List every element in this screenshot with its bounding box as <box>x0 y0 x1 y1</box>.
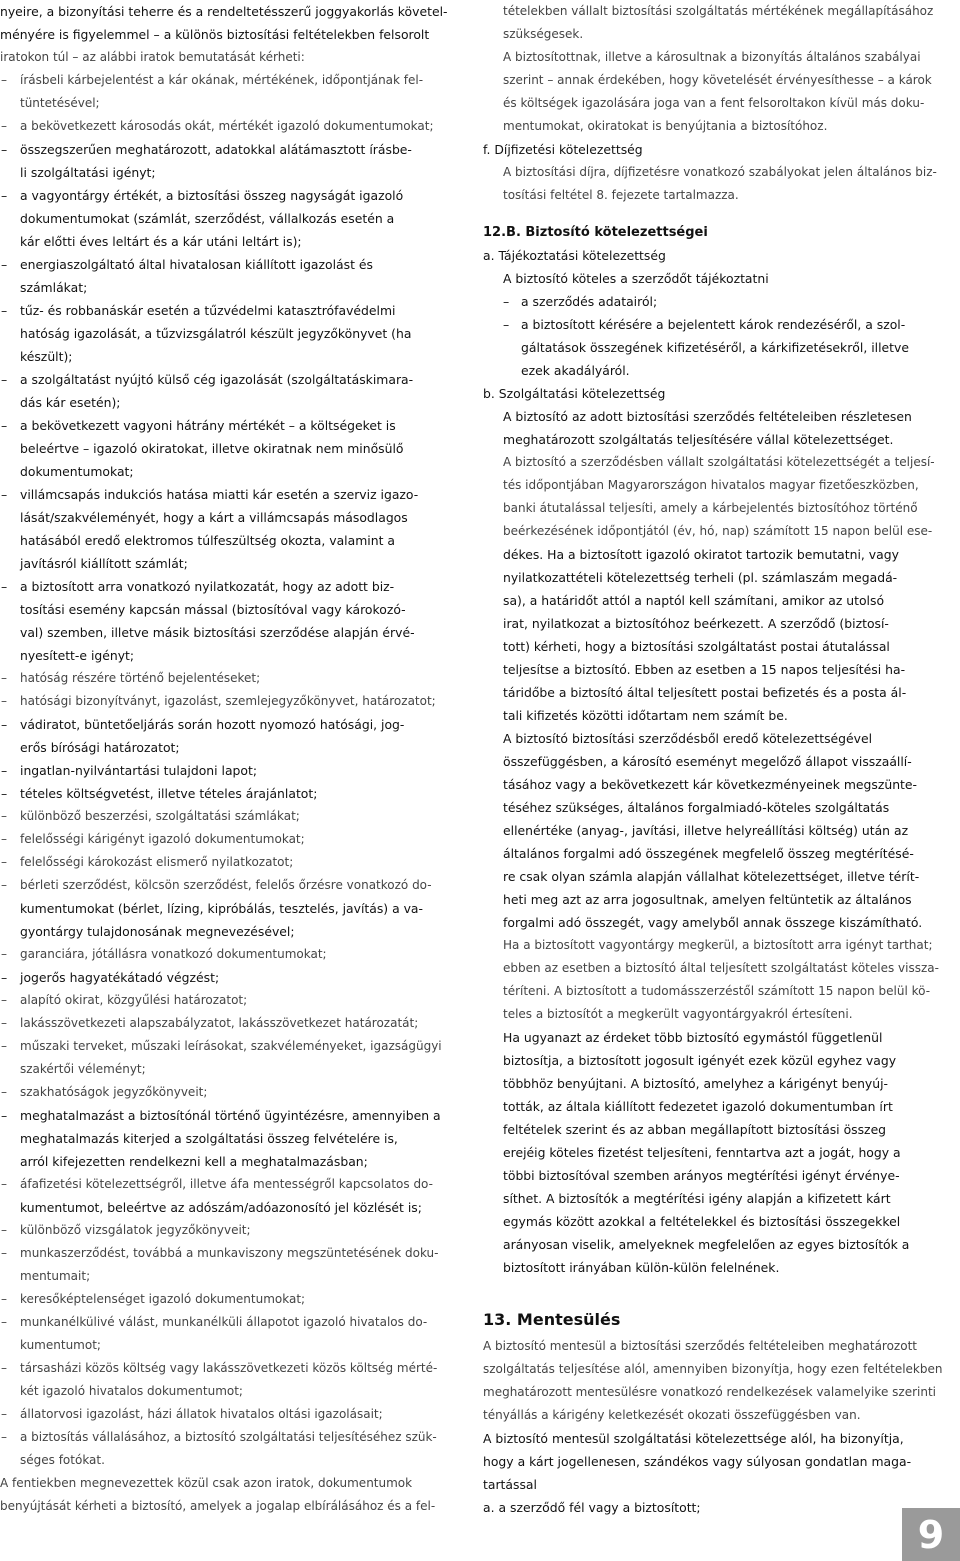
text-line-content: séges fotókat. <box>20 1453 105 1467</box>
text-line <box>0 759 458 782</box>
text-line-content: erős bírósági határozatot; <box>20 740 180 755</box>
text-line <box>0 92 458 115</box>
text-line <box>0 1472 458 1495</box>
text-line <box>483 1072 957 1095</box>
text-line <box>0 897 458 920</box>
text-line <box>0 1449 458 1472</box>
text-line-content: ingatlan-nyilvántartási tulajdoni lapot; <box>20 763 258 778</box>
text-line-content: a szerződés adatairól; <box>521 294 658 309</box>
text-line-content: szerint – annak érdekében, hogy követelését érvényesíthesse – a károk <box>503 73 932 87</box>
text-line-content: teles a biztosítót a megkerült vagyontárgyakról értesíteni. <box>503 1007 853 1021</box>
text-line-content: műszaki terveket, műszaki leírásokat, szakvéleményeket, igazságügyi <box>20 1039 442 1053</box>
text-line-content: A biztosító köteles a szerződőt tájékoztatni <box>503 271 769 286</box>
text-line-content: vádiratot, büntetőeljárás során hozott nyomozó hatósági, jog- <box>20 717 405 732</box>
text-line-content: A fentiekben megnevezettek közül csak azon iratok, dokumentumok <box>0 1476 413 1490</box>
text-line-content: a. Tájékoztatási kötelezettség <box>483 248 666 263</box>
text-line-content: a bekövetkezett károsodás okát, mértékét igazoló dokumentumokat; <box>20 119 434 133</box>
text-line <box>483 1473 957 1496</box>
text-line-content: benyújtását kérheti a biztosító, amelyek a jogalap elbírálásához és a fel- <box>0 1499 436 1513</box>
text-line-content: társasházi közös költség vagy lakásszövetkezeti közös költség mérté- <box>20 1361 438 1375</box>
text-line <box>0 230 458 253</box>
text-line-content: hatóság igazolását, a tűzvizsgálatról készült jegyzőkönyvet (ha <box>20 326 412 341</box>
text-line <box>483 451 957 474</box>
text-line <box>483 46 957 69</box>
text-line-content: ezek akadályáról. <box>521 363 630 378</box>
text-line <box>483 161 957 184</box>
text-line-content: beérkezésének időpontjától (év, hó, nap) számított 15 napon belül ese- <box>503 524 933 538</box>
text-line <box>0 575 458 598</box>
text-line <box>483 888 957 911</box>
text-line-content: téséhez szükséges, általános forgalmiadó-köteles szolgáltatás <box>503 800 890 815</box>
text-line-content: tételes költségvetést, illetve tételes árajánlatot; <box>20 786 318 801</box>
text-line-content: irat, nyilatkozat a biztosítóhoz beérkezett. A szerződő (biztosí- <box>503 616 889 631</box>
text-line-content: szolgáltatás teljesítése alól, amennyiben bizonyítja, hogy ezen feltételekben <box>483 1362 943 1376</box>
text-line-content: a. a szerződő fél vagy a biztosított; <box>483 1500 701 1515</box>
page-number-box <box>902 1508 960 1561</box>
text-line-content: alapító okirat, közgyűlési határozatot; <box>20 993 248 1007</box>
text-line <box>483 842 957 865</box>
text-line-content: tés időpontjában Magyarországon hivatalos magyar fizetőeszközben, <box>503 478 919 492</box>
text-line-content: javításról kiállított számlát; <box>20 556 188 571</box>
text-line <box>0 1334 458 1357</box>
text-line-content: és költségek igazolására joga van a fent felsoroltakon kívül más doku- <box>503 96 925 110</box>
text-line-content: tott) kérheti, hogy a biztosítási szolgáltatást postai átutalással <box>503 639 890 654</box>
text-line <box>483 543 957 566</box>
text-line <box>483 727 957 750</box>
text-line-content: li szolgáltatási igényt; <box>20 165 156 180</box>
text-line-content: a biztosított kérésére a bejelentett károk rendezéséről, a szol- <box>521 317 906 332</box>
text-line-content: kumentumokat (bérlet, lízing, kipróbálás, tesztelés, javítás) a va- <box>20 901 423 916</box>
text-line <box>0 644 458 667</box>
text-line <box>0 828 458 851</box>
text-line-content: meghatalmazást a biztosítónál történő ügyintézésre, amennyiben a <box>20 1108 441 1123</box>
text-line <box>483 658 957 681</box>
text-line <box>0 1426 458 1449</box>
text-line-content: felelősségi kárigényt igazoló dokumentumokat; <box>20 832 305 846</box>
text-line-content: heti meg azt az arra jogosultnak, amelyen feltüntetik az általános <box>503 892 912 907</box>
right-column <box>483 0 957 1519</box>
text-line-content: szükségesek. <box>503 27 584 41</box>
text-line-content: felelősségi károkozást elismerő nyilatkozatot; <box>20 855 294 869</box>
text-line <box>0 552 458 575</box>
text-line-content: villámcsapás indukciós hatása miatti kár esetén a szerviz igazo- <box>20 487 419 502</box>
text-line <box>0 1357 458 1380</box>
text-line <box>483 635 957 658</box>
text-line <box>483 382 957 405</box>
text-line-content: banki átutalással teljesíti, amely a kárbejelentés biztosítóhoz történő <box>503 501 918 515</box>
text-line-content: jogerős hagyatékátadó végzést; <box>20 970 220 985</box>
text-line <box>0 713 458 736</box>
text-line-content: többi biztosítóval szemben arányos megtérítési igényt érvénye- <box>503 1168 900 1183</box>
text-line-content: A biztosító mentesül szolgáltatási kötelezettsége alól, ha bizonyítja, <box>483 1431 904 1446</box>
text-line-content: dékes. Ha a biztosított igazoló okiratot tartozik bemutatni, vagy <box>503 547 899 562</box>
text-line-content: mentumokat, okiratokat is benyújtania a biztosítóhoz. <box>503 119 828 133</box>
text-line <box>0 1265 458 1288</box>
page-number: 9 <box>917 1512 945 1557</box>
text-line-content: téríteni. A biztosított a tudomásszerzéstől számított 15 napon belül kö- <box>503 984 931 998</box>
text-line-content: tosítási esemény kapcsán mással (biztosítóval vagy károkozó- <box>20 602 406 617</box>
text-line <box>483 980 957 1003</box>
text-line-content: állatorvosi igazolást, házi állatok hivatalos oltási igazolásait; <box>20 1407 383 1421</box>
text-line <box>0 391 458 414</box>
text-line-content: gyontárgy tulajdonosának megnevezésével; <box>20 924 295 939</box>
text-line <box>483 313 957 336</box>
text-line <box>483 207 957 221</box>
text-line <box>483 1450 957 1473</box>
text-line <box>0 0 458 23</box>
text-line <box>0 690 458 713</box>
text-line-content: A biztosító biztosítási szerződésből eredő kötelezettségével <box>503 731 873 746</box>
text-line-content: tosítási feltétel 8. fejezete tartalmazza. <box>503 188 739 202</box>
text-line <box>0 621 458 644</box>
text-line <box>0 1035 458 1058</box>
text-line-content: írásbeli kárbejelentést a kár okának, mértékének, időpontjának fel- <box>20 73 424 87</box>
text-line-content: munkaszerződést, továbbá a munkaviszony megszüntetésének doku- <box>20 1246 439 1260</box>
text-line <box>0 529 458 552</box>
text-line-content: val) szemben, illetve másik biztosítási szerződése alapján érvé- <box>20 625 415 640</box>
text-line-content: 13. Mentesülés <box>483 1310 621 1329</box>
text-line <box>0 1219 458 1242</box>
text-line <box>483 865 957 888</box>
text-line <box>0 253 458 276</box>
text-line <box>0 483 458 506</box>
text-line <box>483 773 957 796</box>
text-line-content: szakértői véleményt; <box>20 1062 146 1076</box>
text-line-content: tételekben vállalt biztosítási szolgáltatás mértékének megállapításához <box>503 4 934 18</box>
text-line-content: kumentumot, beleértve az adószám/adóazonosító jel közlését is; <box>20 1200 422 1215</box>
text-line-content: A biztosítási díjra, díjfizetésre vonatkozó szabályokat jelen általános biz- <box>503 165 937 179</box>
text-line <box>483 92 957 115</box>
text-line <box>483 1335 957 1358</box>
text-line <box>0 1104 458 1127</box>
text-line-content: különböző beszerzési, szolgáltatási számlákat; <box>20 809 300 823</box>
text-line <box>0 1127 458 1150</box>
text-line <box>483 221 957 244</box>
text-line-content: erejéig köteles fizetést teljesíteni, fenntartva azt a jogát, hogy a <box>503 1145 901 1160</box>
text-line-content: táridőbe a biztosító által teljesített postai befizetés és a posta ál- <box>503 685 907 700</box>
text-line-content: f. Díjfizetési kötelezettség <box>483 142 643 157</box>
text-line <box>0 1173 458 1196</box>
text-line <box>0 598 458 621</box>
text-line <box>483 1210 957 1233</box>
text-line <box>0 782 458 805</box>
text-line-content: számlákat; <box>20 280 88 295</box>
text-line-content: hatósági bizonyítványt, igazolást, szemlejegyzőkönyvet, határozatot; <box>20 694 436 708</box>
text-line <box>0 1196 458 1219</box>
text-line <box>0 851 458 874</box>
text-line <box>0 1288 458 1311</box>
text-line-content: keresőképtelenséget igazoló dokumentumokat; <box>20 1292 306 1306</box>
text-line-content: kár előtti éves leltárt és a kár utáni leltárt is); <box>20 234 302 249</box>
text-line <box>483 1305 957 1335</box>
text-line-content: nyilatkozattételi kötelezettség terheli (pl. számlaszám megadá- <box>503 570 898 585</box>
text-line <box>0 736 458 759</box>
text-line <box>0 943 458 966</box>
text-line-content: mentumait; <box>20 1269 91 1283</box>
text-line <box>0 874 458 897</box>
text-line <box>0 805 458 828</box>
text-line <box>0 276 458 299</box>
text-line-content: gáltatások összegének kifizetéséről, a kárkifizetésekről, illetve <box>521 340 909 355</box>
text-line-content: forgalmi adó összegét, vagy amelyből annak összege kiszámítható. <box>503 915 923 930</box>
text-line <box>0 368 458 391</box>
text-line-content: feltételek szerint és az abban megállapított biztosítási összeg <box>503 1122 887 1137</box>
text-line-content: A biztosító mentesül a biztosítási szerződés feltételeiben meghatározott <box>483 1339 917 1353</box>
text-line <box>483 1427 957 1450</box>
text-line-content: lakásszövetkezeti alapszabályzatot, lakásszövetkezet határozatát; <box>20 1016 419 1030</box>
text-line <box>483 336 957 359</box>
text-line <box>0 299 458 322</box>
text-line-content: meghatalmazás kiterjed a szolgáltatási összeg felvételére is, <box>20 1131 398 1146</box>
text-line-content: hatásából eredő elektromos túlfeszültség okozta, valamint a <box>20 533 395 548</box>
text-line <box>483 1358 957 1381</box>
left-column <box>0 0 458 1518</box>
text-line-content: meghatározott szolgáltatás teljesítésére vállal kötelezettséget. <box>503 432 894 447</box>
text-line <box>483 1256 957 1279</box>
text-line <box>0 920 458 943</box>
text-line <box>483 1026 957 1049</box>
text-line <box>483 474 957 497</box>
text-line <box>483 1049 957 1072</box>
text-line <box>0 138 458 161</box>
text-line-content: dokumentumokat; <box>20 464 134 479</box>
text-line-content: nyeire, a bizonyítási teherre és a rendeltetésszerű joggyakorlás követel- <box>0 4 448 19</box>
text-line <box>0 322 458 345</box>
text-line-content: a biztosított arra vonatkozó nyilatkozatát, hogy az adott biz- <box>20 579 395 594</box>
text-line-content: re csak olyan számla alapján vállalhat kötelezettséget, illetve térít- <box>503 869 920 884</box>
text-line <box>0 1242 458 1265</box>
text-line <box>0 1403 458 1426</box>
text-line <box>483 934 957 957</box>
text-line-content: két igazoló hivatalos dokumentumot; <box>20 1384 243 1398</box>
text-line <box>483 497 957 520</box>
text-line <box>483 819 957 842</box>
text-line <box>483 184 957 207</box>
text-line-content: dokumentumokat (számlát, szerződést, vállalkozás esetén a <box>20 211 395 226</box>
text-line-content: meghatározott mentesülésre vonatkozó rendelkezések valamelyike szerinti <box>483 1385 936 1399</box>
text-line <box>483 1164 957 1187</box>
text-line-content: Ha a biztosított vagyontárgy megkerül, a biztosított arra igényt tarthat; <box>503 938 933 952</box>
text-line-content: b. Szolgáltatási kötelezettség <box>483 386 666 401</box>
text-line-content: a szolgáltatást nyújtó külső cég igazolását (szolgáltatáskimara- <box>20 372 414 387</box>
text-line <box>483 1233 957 1256</box>
text-line-content: biztosított irányában külön-külön felelnének. <box>503 1260 780 1275</box>
text-line-content: tották, az általa kiállított fedezetet igazoló dokumentumban írt <box>503 1099 893 1114</box>
text-line <box>483 267 957 290</box>
text-line-content: összegszerűen meghatározott, adatokkal alátámasztott írásbe- <box>20 142 412 157</box>
text-line <box>0 966 458 989</box>
text-line-content: munkanélkülivé válást, munkanélküli állapotot igazoló hivatalos do- <box>20 1315 428 1329</box>
text-line <box>0 460 458 483</box>
text-line-content: lását/szakvéleményét, hogy a kárt a villámcsapás másodlagos <box>20 510 408 525</box>
text-line <box>0 1058 458 1081</box>
text-line <box>0 46 458 69</box>
text-line <box>483 244 957 267</box>
text-line-content: kumentumot; <box>20 1338 101 1352</box>
text-line <box>483 1141 957 1164</box>
text-line <box>0 207 458 230</box>
text-line <box>483 911 957 934</box>
text-line-content: arányosan viselik, amelyeknek megfelelően az egyes biztosítók a <box>503 1237 910 1252</box>
text-line-content: A biztosító az adott biztosítási szerződés feltételeiben részletesen <box>503 409 912 424</box>
text-line-content: ményére is figyelemmel – a különös biztosítási feltételekben felsorolt <box>0 27 430 42</box>
text-line-content: tásához vagy a bekövetkezett kár következményeinek megszünte- <box>503 777 918 792</box>
text-line-content: hogy a kárt jogellenesen, szándékos vagy súlyosan gondatlan maga- <box>483 1454 912 1469</box>
text-line <box>483 796 957 819</box>
text-line-content: különböző vizsgálatok jegyzőkönyveit; <box>20 1223 251 1237</box>
text-line <box>0 437 458 460</box>
text-line <box>483 566 957 589</box>
text-line <box>483 1095 957 1118</box>
text-line-content: nyesített-e igényt; <box>20 648 135 663</box>
text-line <box>0 184 458 207</box>
text-line-content: síthet. A biztosítók a megtérítési igény alapján a kifizetett kárt <box>503 1191 891 1206</box>
text-line-content: általános forgalmi adó összegének megfelelő összeg megtérítésé- <box>503 846 914 861</box>
text-line-content: a bekövetkezett vagyoni hátrány mértékét – a költségeket is <box>20 418 396 433</box>
text-line-content: bérleti szerződést, kölcsön szerződést, felelős őrzésre vonatkozó do- <box>20 878 432 892</box>
text-line-content: ebben az esetben a biztosító által teljesített szolgáltatást köteles vissza- <box>503 961 939 975</box>
text-line <box>483 428 957 451</box>
text-line <box>0 1081 458 1104</box>
text-line-content: dás kár esetén); <box>20 395 121 410</box>
text-line <box>483 0 957 23</box>
text-line <box>0 506 458 529</box>
text-line-content: tali kifizetés közötti időtartam nem számít be. <box>503 708 788 723</box>
text-line <box>483 115 957 138</box>
text-line <box>0 667 458 690</box>
text-line-content: ellenértéke (anyag-, javítási, illetve helyreállítási költség) után az <box>503 823 909 838</box>
text-line <box>483 69 957 92</box>
text-line-content: 12.B. Biztosító kötelezettségei <box>483 225 708 240</box>
text-line-content: iratokon túl – az alábbi iratok bemutatását kérheti: <box>0 50 305 64</box>
text-line <box>483 681 957 704</box>
text-line <box>0 115 458 138</box>
text-line <box>483 750 957 773</box>
text-line-content: tűz- és robbanáskár esetén a tűzvédelmi katasztrófavédelmi <box>20 303 396 318</box>
text-line-content: a vagyontárgy értékét, a biztosítási összeg nagyságát igazoló <box>20 188 404 203</box>
text-line <box>483 1279 957 1305</box>
text-line-content: arról kifejezetten rendelkezni kell a meghatalmazásban; <box>20 1154 368 1169</box>
text-line <box>0 69 458 92</box>
text-line <box>0 1495 458 1518</box>
text-line <box>483 1003 957 1026</box>
text-line-content: készült); <box>20 349 73 364</box>
text-line-content: A biztosító a szerződésben vállalt szolgáltatási kötelezettségét a teljesí- <box>503 455 935 469</box>
text-line <box>0 989 458 1012</box>
text-line-content: tüntetésével; <box>20 96 100 110</box>
text-line <box>483 1381 957 1404</box>
text-line-content: összefüggésben, a károsító eseményt megelőző állapot visszaállí- <box>503 754 912 769</box>
text-line-content: tényállás a kárigény keletkezését okozati összefüggésben van. <box>483 1408 861 1422</box>
text-line-content: teljesítse a biztosító. Ebben az esetben a 15 napos teljesítési ha- <box>503 662 906 677</box>
text-line <box>483 359 957 382</box>
text-line-content: sa), a határidőt attól a naptól kell számítani, amikor az utolsó <box>503 593 885 608</box>
text-line-content: a biztosítás vállalásához, a biztosító szolgáltatási teljesítéséhez szük- <box>20 1430 437 1444</box>
text-line <box>0 414 458 437</box>
text-line <box>483 957 957 980</box>
text-line-content: többhöz benyújtani. A biztosító, amelyhez a kárigényt benyúj- <box>503 1076 889 1091</box>
text-line <box>483 520 957 543</box>
text-line-content: áfafizetési kötelezettségről, illetve áfa mentességről kapcsolatos do- <box>20 1177 433 1191</box>
text-line <box>483 1118 957 1141</box>
text-line <box>483 23 957 46</box>
text-line <box>483 612 957 635</box>
text-line <box>483 138 957 161</box>
text-line <box>483 1404 957 1427</box>
text-line <box>0 161 458 184</box>
text-line <box>0 345 458 368</box>
text-line-content: A biztosítottnak, illetve a károsultnak a bizonyítás általános szabályai <box>503 50 921 64</box>
text-line-content: Ha ugyanazt az érdeket több biztosító egymástól függetlenül <box>503 1030 883 1045</box>
text-line-content: biztosítja, a biztosított jogosult igényét ezek közül egyhez vagy <box>503 1053 897 1068</box>
text-line <box>483 589 957 612</box>
text-line <box>483 290 957 313</box>
text-line <box>0 23 458 46</box>
text-line <box>483 1187 957 1210</box>
text-line <box>0 1150 458 1173</box>
text-line-content: szakhatóságok jegyzőkönyveit; <box>20 1085 208 1099</box>
text-line <box>483 405 957 428</box>
text-line-content: beleértve – igazoló okiratokat, illetve okiratnak nem minősülő <box>20 441 404 456</box>
text-line <box>0 1311 458 1334</box>
text-line-content: hatóság részére történő bejelentéseket; <box>20 671 261 685</box>
text-line-content: energiaszolgáltató által hivatalosan kiállított igazolást és <box>20 257 373 272</box>
text-line-content: garanciára, jótállásra vonatkozó dokumentumokat; <box>20 947 327 961</box>
text-line <box>0 1012 458 1035</box>
text-line <box>483 704 957 727</box>
text-line-content: egymás között azokkal a feltételekkel és biztosítási összegekkel <box>503 1214 901 1229</box>
text-line <box>483 1496 957 1519</box>
text-line <box>0 1380 458 1403</box>
text-line-content: tartással <box>483 1477 537 1492</box>
